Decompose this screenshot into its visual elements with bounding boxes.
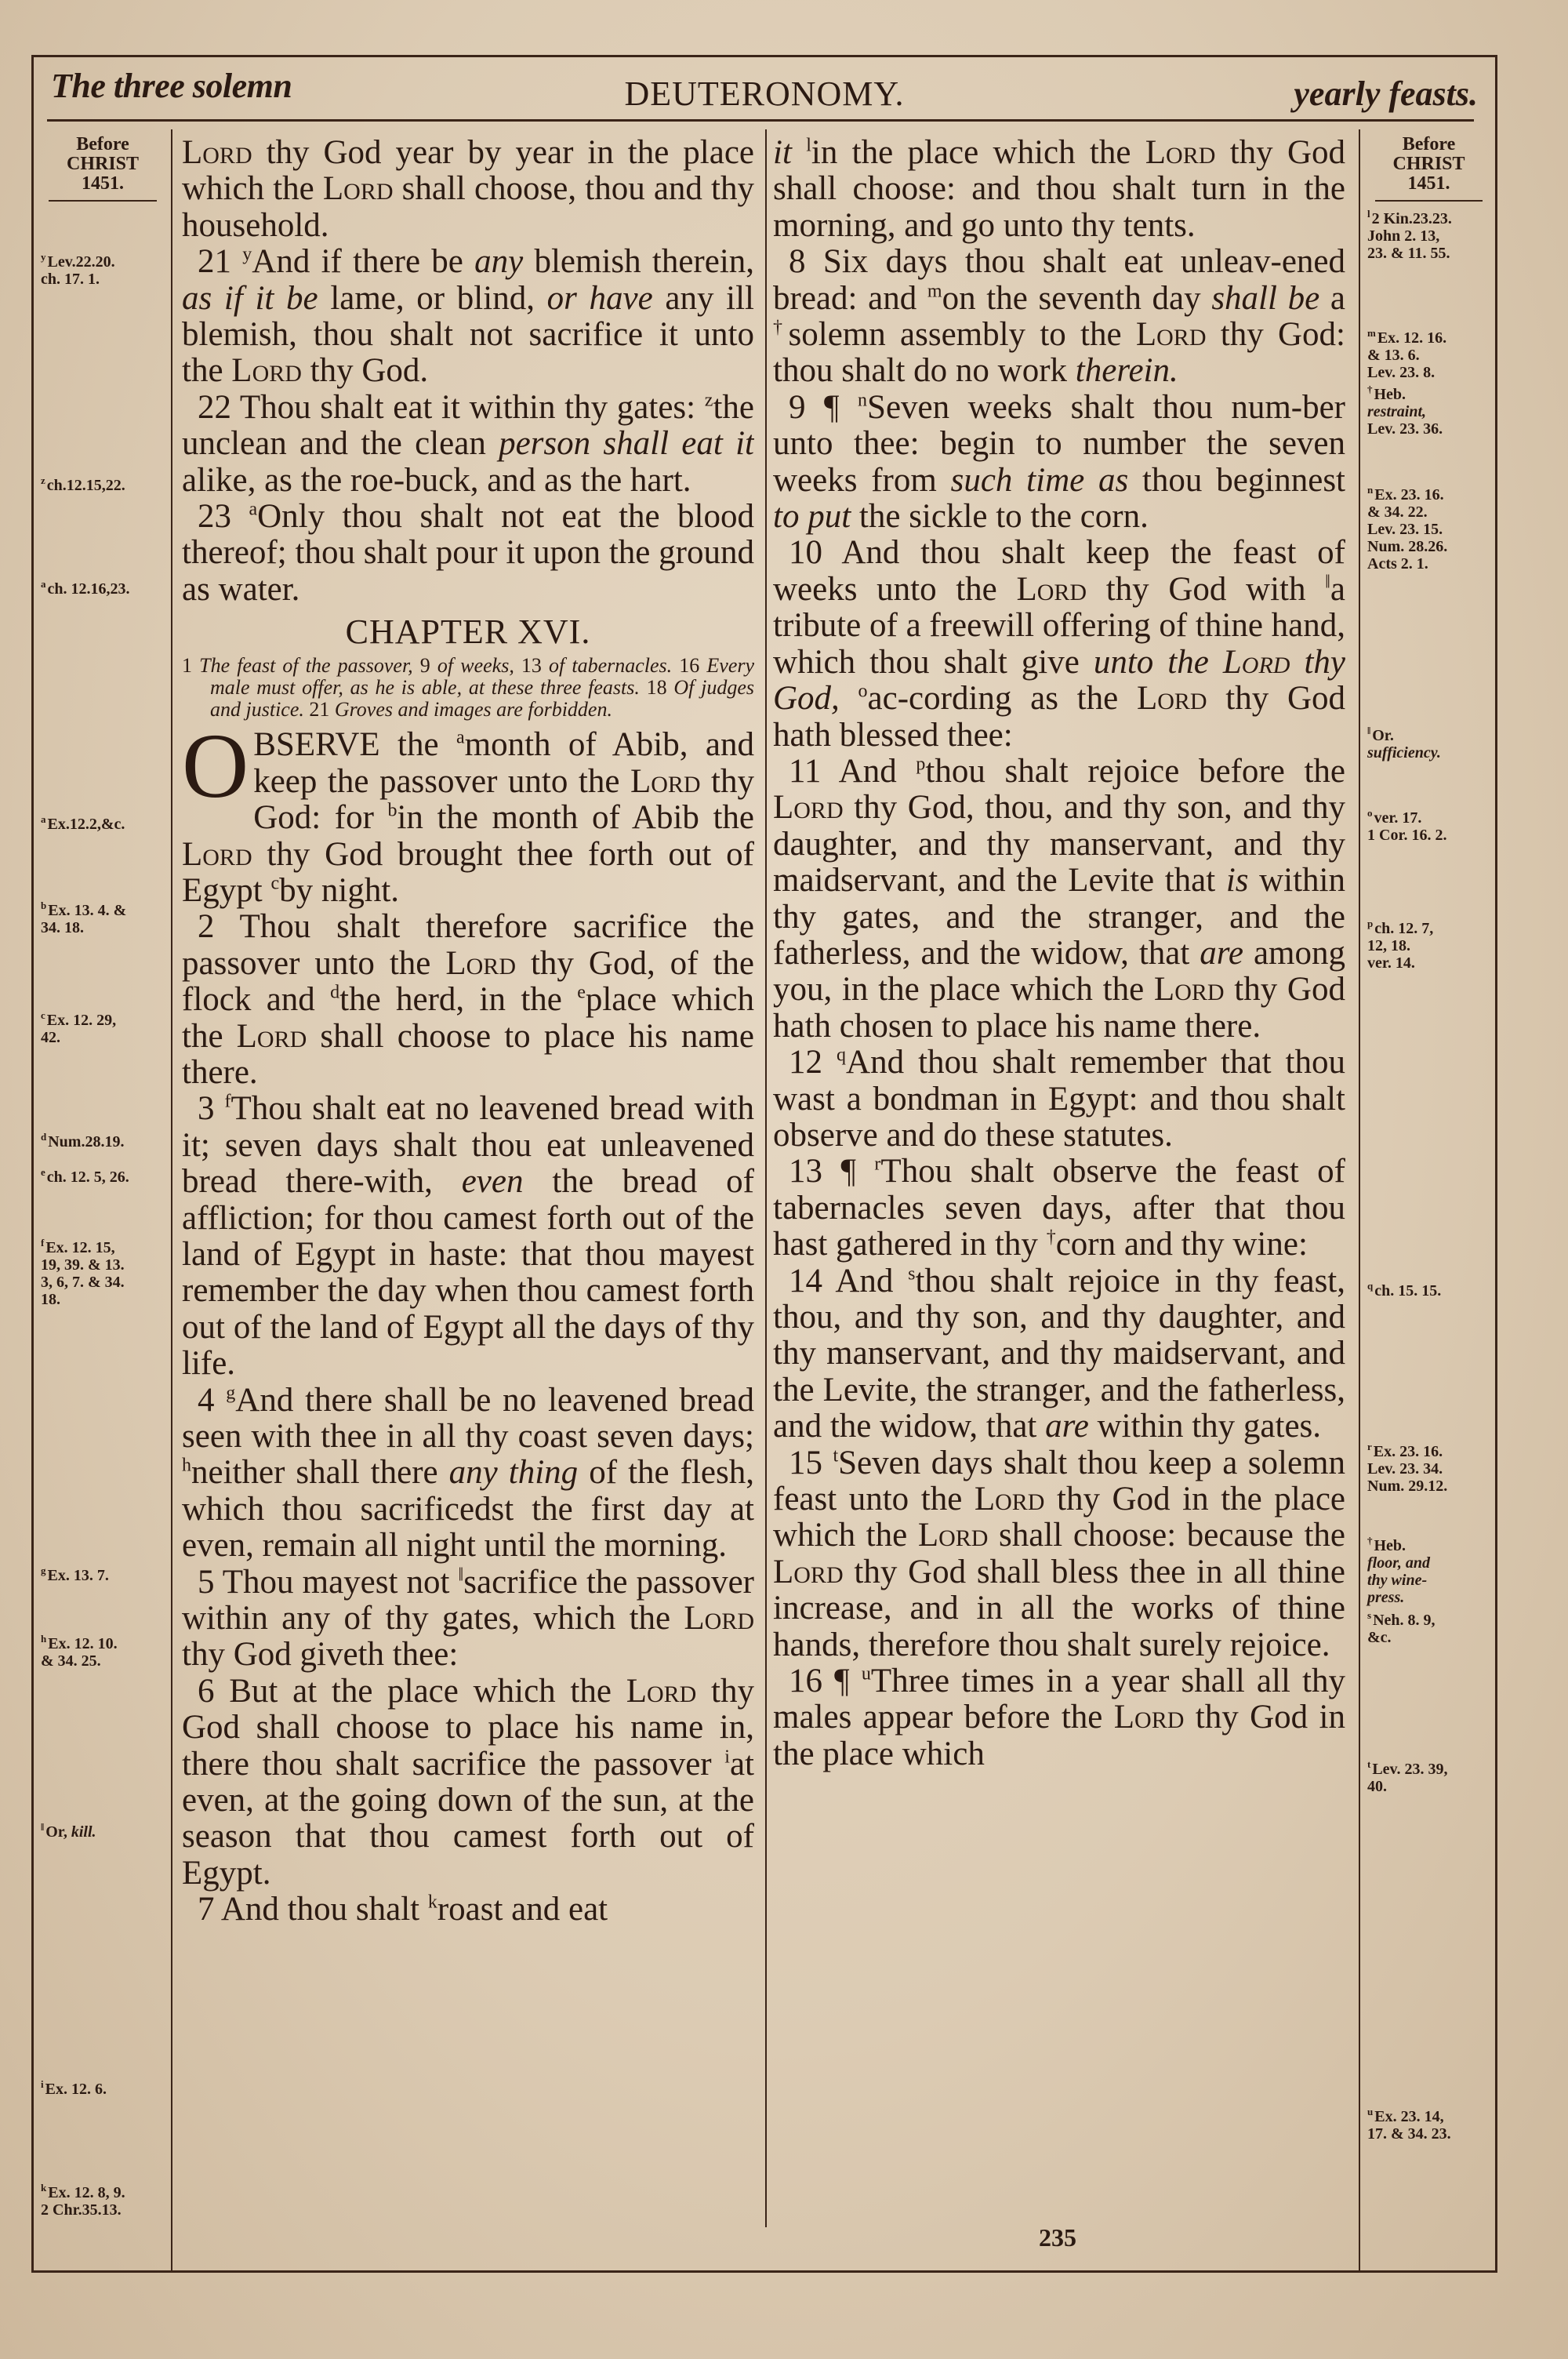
right-margin [1364, 135, 1494, 2268]
text-run: thy God giveth thee: [182, 1636, 459, 1674]
cross-reference [1364, 1537, 1494, 1606]
divine-name: Lord [445, 944, 516, 982]
reference-mark: d [330, 982, 340, 1003]
chapter-summary [182, 655, 754, 721]
verse-7 [182, 1892, 754, 1928]
text-run: 3 [198, 1090, 225, 1128]
reference-mark: † [1367, 383, 1373, 396]
cross-reference [38, 474, 168, 494]
italic-text: of tabernacles. [549, 654, 680, 678]
text-run: the sickle to the corn. [851, 498, 1149, 536]
reference-mark: m [1367, 327, 1376, 340]
reference-text: Ex. 23. 14, 17. & 34. 23. [1367, 2108, 1451, 2143]
verse-22 [182, 390, 754, 499]
verse-2 [182, 909, 754, 1091]
era-before: Before [76, 135, 129, 154]
divine-name: Lord [1153, 971, 1225, 1009]
reference-text: ch. 12.16,23. [47, 580, 130, 598]
text-run: alike, as the roe-buck, and as the hart. [182, 461, 691, 499]
text-run: Thou shalt observe the feast of tabernacles seven days, after that thou hast gathered in thy [773, 1153, 1345, 1263]
italic-text: or have [546, 279, 653, 317]
reference-mark: p [1367, 918, 1374, 930]
era-label-left [38, 135, 168, 202]
text-run: thy God hath blessed thee: [773, 680, 1345, 754]
reference-mark: e [577, 982, 586, 1003]
text-run: thy God hath chosen to place his name there. [773, 971, 1345, 1045]
verse-14 [773, 1263, 1345, 1445]
reference-text: Heb. [1374, 1537, 1406, 1554]
text-run: in the place which the [811, 135, 1145, 171]
italic-text: are [1200, 934, 1244, 972]
page-number: 235 [1039, 2223, 1076, 2252]
reference-text: Ex. 12. 15, 19, 39. & 13. 3, 6, 7. & 34. 18. [41, 1239, 125, 1308]
cross-reference [38, 2078, 168, 2098]
text-column-right [773, 135, 1345, 2213]
era-christ: CHRIST [1392, 154, 1465, 174]
divine-name: Lord [773, 1553, 844, 1590]
cross-reference [1364, 1758, 1494, 1795]
bottom-rule [31, 2270, 1497, 2273]
cross-reference [1364, 1282, 1494, 1299]
reference-mark: s [1367, 1609, 1372, 1622]
verse-16 [773, 1663, 1345, 1772]
text-run: 14 And [789, 1262, 909, 1299]
text-run: And thou shalt remember that thou wast a bondman in Egypt: and thou shalt observe and do these statutes. [773, 1044, 1345, 1154]
reference-mark: c [41, 1009, 45, 1022]
verse-number: 16 [679, 654, 707, 678]
reference-mark: i [41, 2078, 44, 2091]
divine-name: Lord [917, 1517, 989, 1554]
text-run: 10 And thou shalt keep the feast of weeks unto the [773, 534, 1345, 608]
italic-text: Groves and images are forbidden. [334, 698, 612, 722]
text-run: 13 ¶ [789, 1153, 875, 1190]
reference-mark: s [908, 1263, 916, 1285]
reference-text: ch. 12. 5, 26. [46, 1169, 129, 1186]
italic-text: such time as [950, 461, 1129, 499]
cross-reference [38, 1239, 168, 1308]
reference-text: Ex. 13. 7. [47, 1567, 109, 1584]
divine-name: Lord [182, 835, 252, 873]
reference-text: Ex. 23. 16. Lev. 23. 34. Num. 29.12. [1367, 1443, 1448, 1495]
text-run: shall choose to place his name there. [182, 1017, 754, 1091]
header-left-title: The three solemn [51, 67, 292, 105]
reference-text: Ex. 12. 10. & 34. 25. [41, 1635, 118, 1670]
cross-reference [1364, 1443, 1494, 1495]
italic-text: to put [773, 498, 851, 536]
reference-text: ch. 15. 15. [1374, 1282, 1442, 1299]
divine-name: Lord [630, 762, 701, 800]
verse-8 [773, 244, 1345, 390]
reference-mark: m [927, 281, 942, 302]
verse-3 [182, 1091, 754, 1382]
text-run: in the month of Abib the [397, 799, 754, 837]
era-label-right [1364, 135, 1494, 202]
reference-mark: a [249, 499, 258, 520]
verse-4 [182, 1383, 754, 1565]
divine-name: Lord [1135, 316, 1207, 354]
text-run: a [1319, 279, 1345, 317]
cross-reference [1364, 1609, 1494, 1646]
verse-21 [182, 244, 754, 390]
divine-name: Lord [684, 1600, 754, 1637]
reference-text: Neh. 8. 9, &c. [1367, 1612, 1436, 1646]
verse-5 [182, 1565, 754, 1674]
text-run: 21 [198, 243, 243, 281]
header-right-title: yearly feasts. [1294, 75, 1478, 113]
text-run: thy God with [1087, 570, 1326, 608]
text-run: of the flesh, which thou sacrificedst the first day at even, remain all night until the morning. [182, 1454, 754, 1565]
left-margin-divider [171, 129, 172, 2270]
reference-mark: a [41, 578, 46, 591]
reference-mark: i [724, 1747, 730, 1768]
text-run: any ill blemish, thou shalt not sacrifice it unto the [182, 279, 754, 390]
verse-6 [182, 1674, 754, 1892]
text-run: thy God in the place which [773, 1699, 1345, 1772]
verse-1-text [182, 714, 754, 909]
text-run [840, 680, 858, 717]
cross-reference [38, 813, 168, 833]
era-christ: CHRIST [66, 154, 140, 174]
text-run: blemish therein, [523, 243, 754, 281]
reference-mark: † [773, 317, 789, 338]
text-run: month of Abib, and keep the passover unto the [253, 726, 754, 800]
reference-text: Ex. 12. 8, 9. 2 Chr.35.13. [41, 2184, 125, 2219]
verse-15 [773, 1445, 1345, 1663]
reference-mark: f [224, 1092, 231, 1113]
text-run: sacrifice the passover within any of thy gates, which the [182, 1563, 754, 1637]
column-divider [765, 129, 767, 2227]
text-run: thy God year by year in the place which the [182, 135, 754, 208]
text-run: thou shalt rejoice in thy feast, thou, and thy son, and thy daughter, and thy manservant, and thy maidservant, and the Levite, the stranger, and the fatherless, and the widow, that [773, 1262, 1345, 1445]
reference-mark: d [41, 1131, 47, 1143]
left-margin-references [38, 253, 168, 2219]
era-before: Before [1402, 135, 1456, 154]
reference-mark: q [837, 1045, 847, 1066]
text-run: thy God brought thee forth out of Egypt [182, 835, 754, 909]
verse-7-continued [773, 135, 1345, 244]
italic-text: thy God, [773, 643, 1345, 718]
text-run: on the seventh day [942, 279, 1212, 317]
text-run: And if there be [252, 243, 475, 281]
reference-mark: u [861, 1663, 871, 1685]
book-title: DEUTERONOMY. [624, 75, 905, 113]
italic-text: person shall eat it [499, 425, 754, 463]
reference-gloss: kill. [71, 1823, 96, 1841]
reference-gloss: restraint, [1367, 403, 1427, 420]
italic-text: are [1045, 1408, 1089, 1445]
text-run: thou beginnest [1128, 461, 1345, 499]
divine-name: Lord [974, 1481, 1045, 1518]
reference-mark: r [1367, 1441, 1372, 1453]
italic-text: therein. [1075, 352, 1178, 390]
right-margin-divider [1359, 129, 1360, 2270]
italic-text: The feast of the passover, [199, 654, 420, 678]
reference-mark: p [916, 754, 926, 775]
verse-23 [182, 499, 754, 608]
cross-reference [1364, 383, 1494, 438]
text-run: the bread of affliction; for thou camest forth out of the land of Egypt in haste: that thou mayest remember the day when thou camest forth out of the land of Egypt all the days of thy life. [182, 1163, 754, 1383]
text-run: by night. [279, 871, 400, 909]
text-run: at even, at the going down of the sun, at the season that thou camest forth out of Egypt. [182, 1745, 754, 1892]
era-rule [49, 200, 157, 202]
reference-mark: h [182, 1456, 191, 1477]
reference-mark: q [1367, 1280, 1374, 1292]
verse-13 [773, 1154, 1345, 1263]
text-run [792, 135, 806, 171]
reference-mark: o [1367, 807, 1373, 820]
cross-reference [38, 1166, 168, 1186]
reference-text: Or. [1372, 727, 1394, 744]
cross-reference [1364, 2108, 1494, 2143]
text-run: 7 And thou shalt [198, 1891, 428, 1928]
text-column-left [182, 135, 754, 2213]
divine-name: Lord [1136, 680, 1207, 718]
reference-mark: y [242, 244, 252, 265]
text-run: BSERVE the [253, 726, 456, 764]
reference-mark: z [41, 474, 45, 487]
italic-text: Every male must offer, as he is able, at these three feasts. [210, 654, 754, 700]
cross-reference [38, 580, 168, 598]
text-run: thy God, thou, and thy son, and thy daughter, and thy manservant, and thy maidservant, and the Levite that [773, 789, 1345, 900]
cross-reference [1364, 329, 1494, 381]
reference-text: Heb. [1374, 386, 1406, 403]
reference-text: Num.28.19. [48, 1133, 125, 1150]
era-rule [1375, 200, 1483, 202]
reference-mark: r [874, 1154, 881, 1176]
cross-reference [38, 902, 168, 936]
text-run: place which the [182, 981, 754, 1055]
divine-name: Lord [1222, 643, 1290, 681]
chapter-heading: CHAPTER XVI. [345, 612, 591, 652]
reference-text: Or, [45, 1823, 71, 1841]
text-run: 11 And [789, 752, 916, 790]
text-run: Thou shalt eat no leavened bread with it; seven days shalt thou eat unleavened bread there-with, [182, 1090, 754, 1201]
text-run: neither shall there [191, 1454, 449, 1492]
cross-reference [1364, 920, 1494, 972]
text-run: 6 But at the place which the [198, 1672, 626, 1710]
text-run: 9 ¶ [789, 388, 858, 426]
reference-mark: ‖ [41, 1821, 45, 1834]
cross-reference [38, 1635, 168, 1670]
italic-text: any [474, 243, 524, 281]
reference-mark: c [270, 873, 280, 894]
italic-text: it [773, 135, 792, 171]
reference-text: Ex. 12. 6. [45, 2081, 107, 2098]
cross-reference [38, 1009, 168, 1046]
reference-mark: n [1367, 484, 1374, 496]
divine-name: Lord [231, 352, 302, 390]
cross-reference [1364, 486, 1494, 572]
era-year: 1451. [82, 173, 124, 194]
divine-name: Lord [182, 135, 252, 171]
text-run: 4 [198, 1381, 227, 1419]
text-run: a tribute of a freewill offering of thine hand, which thou shalt give [773, 570, 1345, 681]
text-run: thou shalt rejoice before the [925, 752, 1345, 790]
text-run: 8 Six days thou shalt eat unleav-ened bread: and [773, 243, 1345, 317]
reference-text: Ex. 12. 29, 42. [41, 1012, 117, 1046]
reference-text: 2 Kin.23.23. John 2. 13, 23. & 11. 55. [1367, 210, 1452, 262]
reference-gloss: floor, and thy wine- press. [1367, 1554, 1431, 1606]
reference-mark: o [858, 681, 868, 702]
reference-mark: e [41, 1166, 45, 1179]
italic-text: Of judges and justice. [210, 676, 754, 722]
cross-reference [38, 253, 168, 288]
verse-number: 18 [646, 676, 674, 700]
italic-text: shall be [1211, 279, 1320, 317]
text-run: thy God shall bless thee in all thine increase, and in all the works of thine hands, therefore thou shalt surely rejoice. [773, 1553, 1345, 1663]
verse-10 [773, 535, 1345, 753]
text-run: 2 Thou shalt therefore sacrifice the passover unto the [182, 908, 754, 982]
text-run: 23 [198, 498, 249, 536]
divine-name: Lord [322, 170, 394, 208]
text-run: among you, in the place which the [773, 934, 1345, 1009]
text-run: thy God shall choose: and thou shalt turn in the morning, and go unto thy tents. [773, 135, 1345, 244]
reference-mark: † [1367, 1535, 1373, 1547]
text-run: Only thou shalt not eat the blood thereof; thou shalt pour it upon the ground as water. [182, 498, 754, 608]
text-run: 5 Thou mayest not [198, 1563, 459, 1601]
reference-mark: ‖ [458, 1565, 464, 1586]
italic-text: unto the [1093, 643, 1223, 681]
reference-mark: z [704, 390, 713, 411]
italic-text: of weeks, [437, 654, 521, 678]
text-run: And there shall be no leavened bread seen with thee in all thy coast seven days; [182, 1381, 754, 1455]
text-run: Three times in a year shall all thy males appear before the [773, 1663, 1345, 1736]
reference-text: Ex.12.2,&c. [47, 816, 125, 833]
text-run: lame, or blind, [318, 279, 547, 317]
reference-text: ch.12.15,22. [46, 477, 125, 494]
text-run: thy God: thou shalt do no work [773, 316, 1345, 390]
reference-mark: ‖ [1325, 572, 1330, 593]
divine-name: Lord [1113, 1699, 1185, 1736]
divine-name: Lord [626, 1672, 697, 1710]
verse-1 [182, 714, 754, 909]
right-margin-references [1364, 210, 1494, 2143]
text-run: 16 ¶ [789, 1663, 862, 1700]
text-run: within thy gates. [1088, 1408, 1322, 1445]
cross-reference [1364, 210, 1494, 262]
text-run: the unclean and the clean [182, 388, 754, 463]
verse-20-continued [182, 135, 754, 244]
text-run: thy God. [301, 352, 429, 390]
reference-mark: a [456, 727, 465, 748]
reference-mark: g [41, 1565, 46, 1577]
text-run: shall choose: because the [988, 1517, 1345, 1554]
text-run: within thy gates, and the stranger, and the fatherless, and the widow, that [773, 862, 1345, 972]
divine-name: Lord [236, 1017, 307, 1055]
reference-text: Ex. 23. 16. & 34. 22. Lev. 23. 15. Num. 28.26. Acts 2. 1. [1367, 486, 1448, 572]
drop-cap: O [182, 714, 249, 818]
reference-mark: u [1367, 2106, 1374, 2118]
reference-mark: † [1046, 1227, 1056, 1248]
divine-name: Lord [773, 789, 844, 827]
verse-number: 1 [182, 654, 200, 678]
reference-mark: a [41, 813, 46, 826]
reference-mark: f [41, 1237, 45, 1249]
running-header [31, 55, 1497, 129]
italic-text: is [1225, 862, 1249, 900]
era-year: 1451. [1407, 173, 1450, 194]
text-run: the herd, in the [339, 981, 578, 1019]
reference-text: Ex. 12. 16. & 13. 6. Lev. 23. 8. [1367, 329, 1447, 381]
cross-reference [1364, 727, 1494, 761]
text-run: 22 Thou shalt eat it within thy gates: [198, 388, 705, 426]
text-run: roast and eat [437, 1891, 608, 1928]
reference-text: Ex. 13. 4. & 34. 18. [41, 902, 127, 936]
reference-text: ch. 12. 7, 12, 18. ver. 14. [1367, 920, 1434, 972]
reference-mark: l [806, 135, 811, 156]
left-margin [38, 135, 168, 2268]
reference-text: ver. 17. 1 Cor. 16. 2. [1367, 809, 1447, 844]
text-run: corn and thy wine: [1055, 1226, 1308, 1263]
reference-text: Lev. 23. 39, 40. [1367, 1761, 1448, 1795]
reference-mark: b [41, 900, 47, 912]
verse-number: 21 [309, 698, 335, 722]
text-run: Seven days shalt thou keep a solemn feast unto the [773, 1444, 1345, 1518]
divine-name: Lord [1016, 570, 1087, 608]
cross-reference [38, 1823, 168, 1841]
cross-reference [38, 1567, 168, 1584]
reference-mark: t [833, 1445, 839, 1467]
reference-mark: k [427, 1892, 437, 1913]
divine-name: Lord [1145, 135, 1216, 171]
reference-gloss: sufficiency. [1367, 744, 1441, 761]
italic-text: as if it be [182, 279, 318, 317]
verse-12 [773, 1045, 1345, 1154]
reference-mark: ‖ [1367, 725, 1371, 737]
verse-9 [773, 390, 1345, 536]
reference-text: Lev.22.20. ch. 17. 1. [41, 253, 115, 288]
reference-mark: n [858, 390, 868, 411]
verse-number: 9 [419, 654, 437, 678]
text-run: 15 [789, 1444, 833, 1481]
text-run: thy God shall choose to place his name in, there thou shalt sacrifice the passover [182, 1672, 754, 1783]
reference-mark: l [1367, 208, 1370, 220]
text-run: shall choose, thou and thy household. [182, 170, 754, 244]
text-run: thy God in the place which the [773, 1481, 1345, 1554]
text-run: 12 [789, 1044, 837, 1081]
reference-mark: k [41, 2182, 47, 2194]
cross-reference [38, 1133, 168, 1150]
verse-11 [773, 754, 1345, 1045]
text-run: thy God: for [253, 762, 754, 837]
text-run: Seven weeks shalt thou num-ber unto thee: begin to number the seven weeks from [773, 388, 1345, 499]
text-run: thy God, of the flock and [182, 944, 754, 1019]
cross-reference [1364, 809, 1494, 844]
reference-mark: b [387, 800, 397, 821]
text-run: ac-cording as the [867, 680, 1137, 718]
reference-mark: h [41, 1633, 47, 1645]
reference-mark: g [226, 1383, 236, 1404]
reference-mark: y [41, 251, 46, 264]
italic-text: any thing [448, 1454, 579, 1492]
italic-text: even [461, 1163, 524, 1201]
text-run: solemn assembly to the [788, 316, 1136, 354]
reference-mark: t [1367, 1758, 1371, 1771]
header-rule [47, 119, 1474, 122]
cross-reference [38, 2184, 168, 2219]
verse-number: 13 [521, 654, 550, 678]
reference-text: Lev. 23. 36. [1367, 420, 1443, 438]
